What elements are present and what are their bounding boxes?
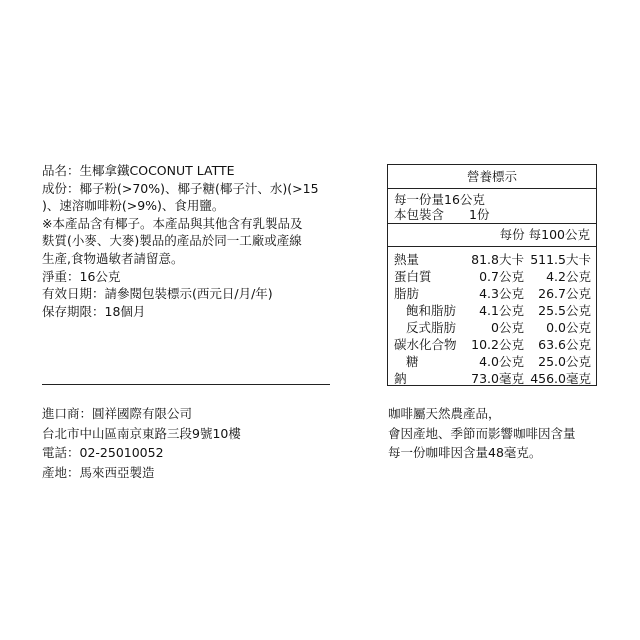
importer-name: 進口商：圓祥國際有限公司	[42, 406, 193, 421]
per-serving-value: 81.8大卡	[471, 252, 524, 267]
caffeine-note	[388, 404, 576, 463]
allergen-line-3: 生產,食物過敏者請留意。	[42, 250, 184, 266]
servings-per-pack: 本包裝含 1份	[394, 207, 490, 222]
nutrition-column-header: 每份 每100公克	[388, 223, 596, 246]
product-name: 品名：生椰拿鐵COCONUT LATTE	[42, 163, 235, 178]
nutrition-row-trans-fat	[388, 319, 596, 336]
note-line-2: 會因產地、季節而影響咖啡因含量	[388, 425, 576, 441]
nutrition-title: 營養標示	[388, 165, 596, 189]
nutrient-name: 脂肪	[394, 286, 420, 301]
per-serving-value: 73.0毫克	[471, 371, 524, 386]
nutrient-name: 碳水化合物	[394, 337, 457, 352]
ingredients-line-1: 成份：椰子粉(>70%)、椰子糖(椰子汁、水)(>15	[42, 180, 319, 196]
importer-info	[42, 404, 241, 482]
per-serving-value: 10.2公克	[471, 337, 524, 352]
serving-size: 每一份量16公克	[394, 192, 485, 207]
product-info	[42, 162, 342, 320]
nutrition-rows	[388, 246, 596, 387]
nutrient-name: 飽和脂肪	[406, 303, 457, 318]
importer-phone: 電話：02-25010052	[42, 445, 164, 460]
origin: 產地：馬來西亞製造	[42, 464, 155, 480]
shelf-life: 保存期限：18個月	[42, 303, 146, 319]
nutrition-row-carbohydrate	[388, 336, 596, 353]
net-weight: 淨重：16公克	[42, 268, 121, 284]
nutrition-table	[387, 164, 597, 386]
nutrient-name: 熱量	[394, 252, 420, 267]
per-100g-value: 0.0公克	[546, 320, 591, 335]
per-100g-value: 63.6公克	[538, 337, 591, 352]
expiry-date: 有效日期：請參閱包裝標示(西元日/月/年)	[42, 286, 273, 302]
allergen-line-1: ※本產品含有椰子。本產品與其他含有乳製品及	[42, 215, 303, 231]
per-serving-value: 0.7公克	[479, 269, 524, 284]
per-serving-value: 4.3公克	[479, 286, 524, 301]
serving-info	[388, 189, 596, 223]
nutrient-name: 反式脂肪	[406, 320, 457, 335]
per-100g-value: 456.0毫克	[530, 371, 591, 386]
nutrient-name: 鈉	[394, 371, 407, 386]
nutrient-name: 糖	[406, 354, 419, 369]
note-line-3: 每一份咖啡因含量48毫克。	[388, 445, 542, 460]
per-serving-value: 4.1公克	[479, 303, 524, 318]
divider	[42, 384, 330, 385]
allergen-line-2: 麩質(小麥、大麥)製品的產品於同一工廠或產線	[42, 233, 302, 249]
per-100g-value: 4.2公克	[546, 269, 591, 284]
ingredients-line-2: )、速溶咖啡粉(>9%)、食用鹽。	[42, 198, 225, 214]
per-100g-value: 25.5公克	[538, 303, 591, 318]
per-100g-value: 26.7公克	[538, 286, 591, 301]
nutrient-name: 蛋白質	[394, 269, 432, 284]
note-line-1: 咖啡屬天然農產品，	[388, 406, 501, 421]
nutrition-row-sugar	[388, 353, 596, 370]
nutrition-row-fat	[388, 285, 596, 302]
per-serving-value: 0公克	[491, 320, 524, 335]
nutrition-row-calories	[388, 251, 596, 268]
nutrition-row-protein	[388, 268, 596, 285]
per-100g-value: 25.0公克	[538, 354, 591, 369]
nutrition-row-saturated-fat	[388, 302, 596, 319]
per-100g-value: 511.5大卡	[530, 252, 591, 267]
nutrition-row-sodium	[388, 370, 596, 387]
per-serving-value: 4.0公克	[479, 354, 524, 369]
importer-address: 台北市中山區南京東路三段9號10樓	[42, 425, 241, 441]
